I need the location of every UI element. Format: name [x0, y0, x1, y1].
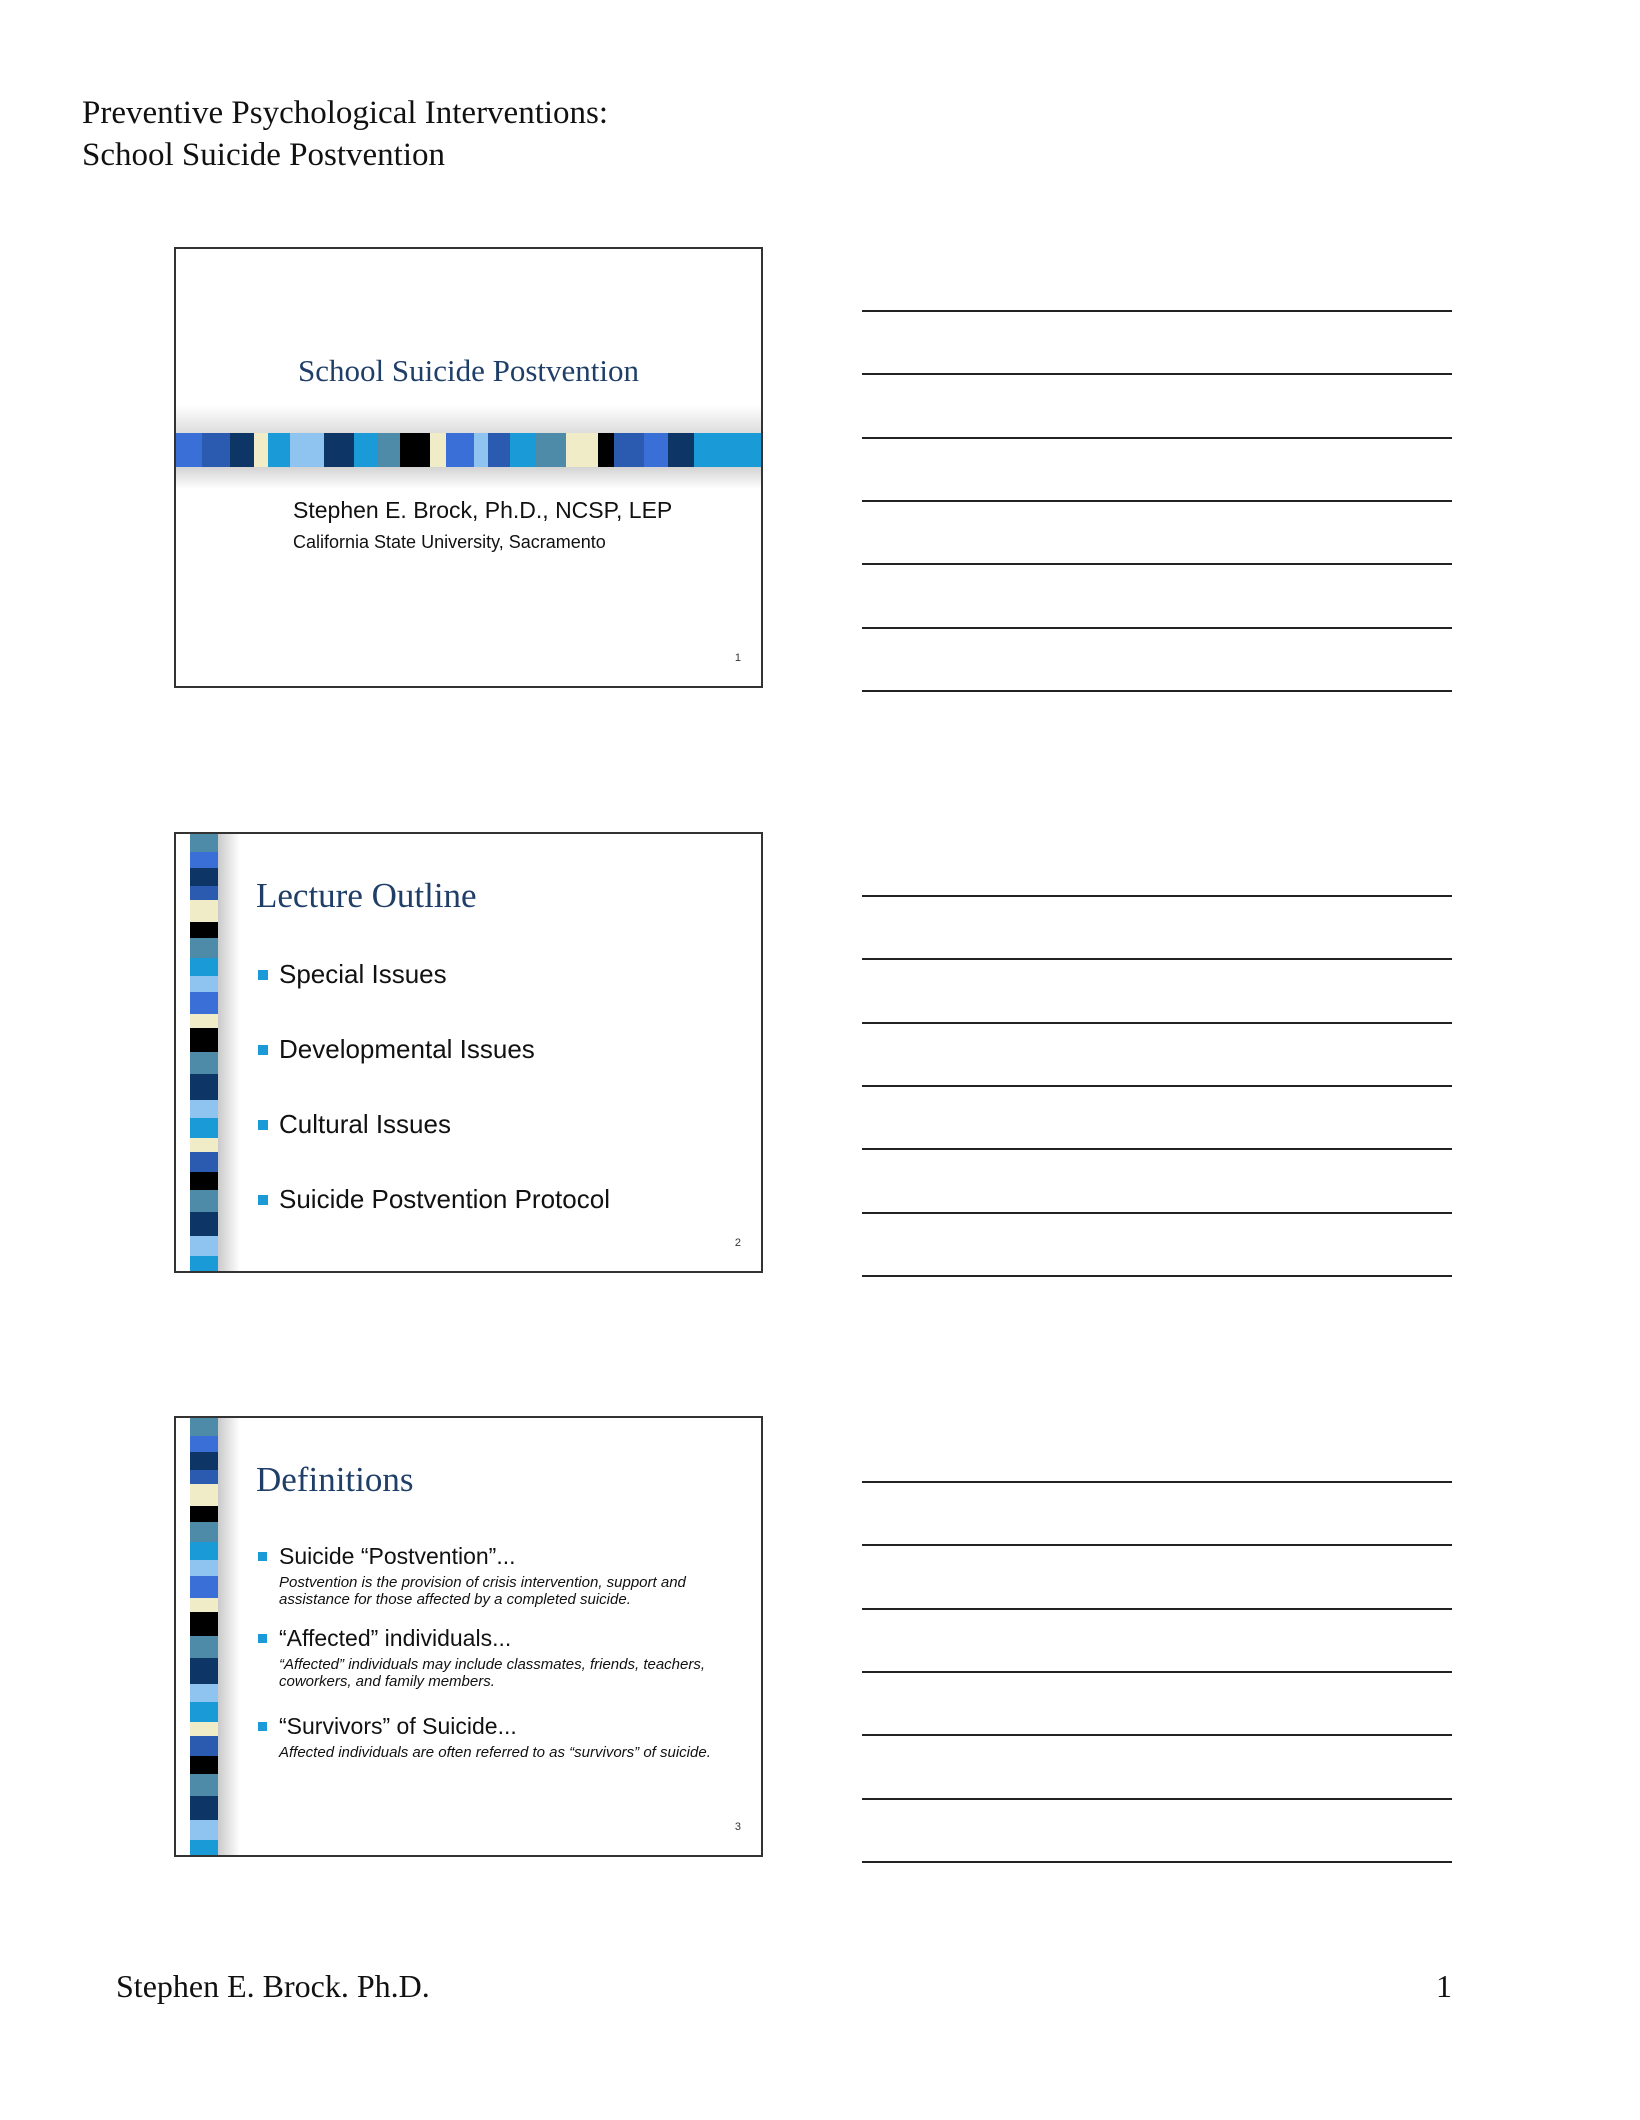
- bullet-item: Suicide Postvention Protocol: [256, 1183, 747, 1258]
- notes-line: [862, 310, 1452, 312]
- notes-line: [862, 958, 1452, 960]
- definition-text: “Affected” individuals may include classmates, friends, teachers, coworkers, and family members.: [279, 1656, 706, 1690]
- definition-term: “Affected” individuals...: [279, 1625, 512, 1651]
- notes-line: [862, 627, 1452, 629]
- notes-line: [862, 1085, 1452, 1087]
- slide-title: School Suicide Postvention: [298, 353, 639, 388]
- notes-line: [862, 1544, 1452, 1546]
- notes-line: [862, 373, 1452, 375]
- slide-title: Definitions: [256, 1460, 414, 1499]
- decorative-stripe-bar: [176, 405, 761, 475]
- slide-title: Lecture Outline: [256, 876, 477, 915]
- slide-number: 3: [734, 1821, 741, 1833]
- definition-list: [256, 1542, 747, 1761]
- decorative-stripe-bar: [190, 1418, 238, 1855]
- slide-affiliation: California State University, Sacramento: [293, 532, 606, 552]
- notes-line: [862, 1212, 1452, 1214]
- definition-item: [256, 1712, 747, 1761]
- notes-line: [862, 500, 1452, 502]
- notes-line: [862, 1481, 1452, 1483]
- slide-thumbnail-3: [174, 1416, 763, 1857]
- bullet-list: [256, 958, 747, 1258]
- slide-thumbnail-2: [174, 832, 763, 1273]
- definition-item: [256, 1542, 747, 1624]
- notes-line: [862, 563, 1452, 565]
- notes-line: [862, 1148, 1452, 1150]
- notes-line: [862, 690, 1452, 692]
- slide-thumbnail-1: [174, 247, 763, 688]
- notes-line: [862, 1861, 1452, 1863]
- notes-line: [862, 1734, 1452, 1736]
- slide-author: Stephen E. Brock, Ph.D., NCSP, LEP: [293, 497, 673, 523]
- definition-term: Suicide “Postvention”...: [279, 1543, 516, 1569]
- notes-line: [862, 1608, 1452, 1610]
- notes-line: [862, 1671, 1452, 1673]
- notes-line: [862, 1275, 1452, 1277]
- footer-author: Stephen E. Brock. Ph.D.: [116, 1968, 430, 2004]
- definition-text: Affected individuals are often referred to as “survivors” of suicide.: [279, 1744, 711, 1761]
- definition-item: [256, 1624, 747, 1712]
- definition-term: “Survivors” of Suicide...: [279, 1713, 517, 1739]
- slide-number: 1: [734, 652, 741, 664]
- bullet-item: Special Issues: [256, 958, 747, 1033]
- bullet-item: Developmental Issues: [256, 1033, 747, 1108]
- header-line-1: Preventive Psychological Interventions:: [82, 95, 609, 131]
- page-header: [82, 92, 608, 176]
- notes-line: [862, 1022, 1452, 1024]
- header-line-2: School Suicide Postvention: [82, 137, 445, 173]
- notes-line: [862, 895, 1452, 897]
- notes-line: [862, 437, 1452, 439]
- bullet-item: Cultural Issues: [256, 1108, 747, 1183]
- footer-page-number: 1: [1436, 1968, 1452, 2004]
- definition-text: Postvention is the provision of crisis intervention, support and assistance for those affected by a completed suicide.: [279, 1574, 686, 1608]
- decorative-stripe-bar: [190, 834, 238, 1271]
- notes-line: [862, 1798, 1452, 1800]
- slide-number: 2: [734, 1237, 741, 1249]
